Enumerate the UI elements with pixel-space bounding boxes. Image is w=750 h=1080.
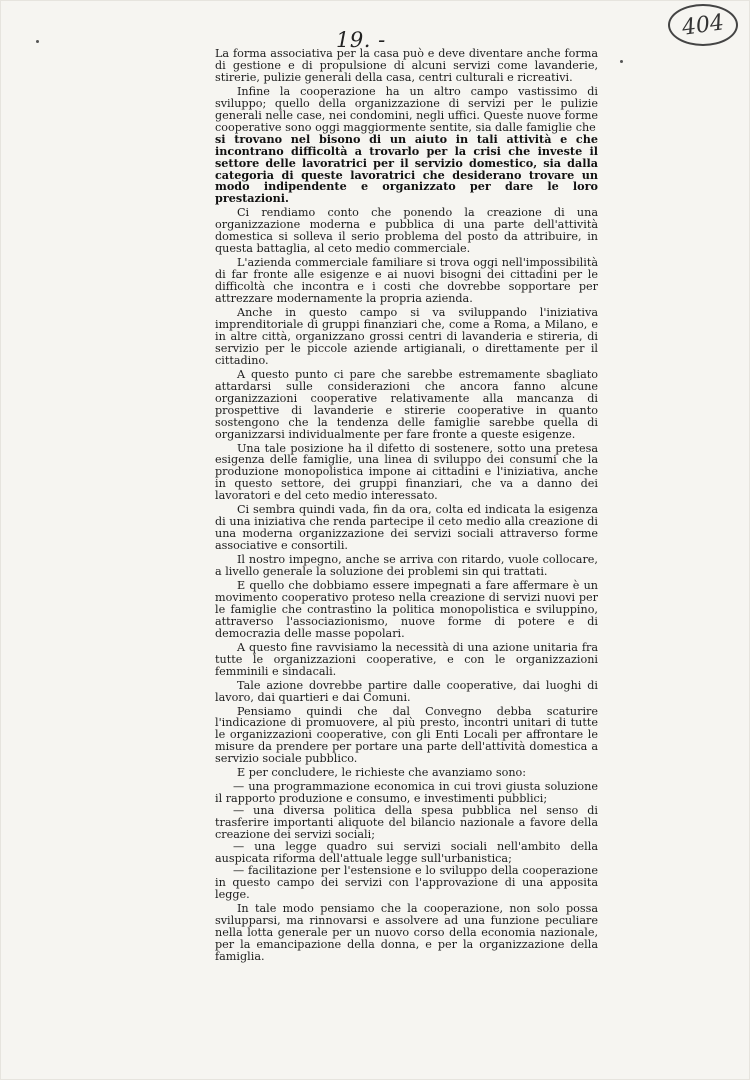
document-body (215, 48, 598, 965)
paragraph-emphasized: si trovano nel bisono di un aiuto in tali attività e che incontrano difficoltà a trovarlo per la crisi che investe il settore delle lavoratrici per il servizio domestico, sia dalla categoria di queste lavoratrici che desiderano trovare un modo indipendente e organizzato per dare le loro prestazioni. (215, 131, 598, 206)
margin-speck (36, 40, 39, 43)
request-item: — una legge quadro sui servizi sociali nell'ambito della auspicata riforma dell'attuale legge sull'urbanistica; (215, 840, 598, 865)
paragraph: A questo fine ravvisiamo la necessità di una azione unitaria fra tutte le organizzazioni cooperative, e con le organizzazioni femminili e sindacali. (215, 640, 598, 678)
request-item: — facilitazione per l'estensione e lo sviluppo della cooperazione in questo campo dei servizi con l'approvazione di una apposita legge. (215, 863, 598, 901)
paragraph: Infine la cooperazione ha un altro campo vastissimo di sviluppo; quello della organizzazione di servizi per le pulizie generali nelle case, nei condomini, negli uffici. Queste nuove forme cooperative sono oggi maggiormente sentite, sia dalle famiglie che (215, 84, 598, 134)
paragraph: Il nostro impegno, anche se arriva con ritardo, vuole collocare, a livello generale la soluzione dei problemi sin qui trattati. (215, 553, 598, 579)
paragraph: Tale azione dovrebbe partire dalle cooperative, dai luoghi di lavoro, dai quartieri e dai Comuni. (215, 678, 598, 704)
request-item: — una programmazione economica in cui trovi giusta soluzione il rapporto produzione e consumo, e investimenti pubblici; (215, 780, 598, 806)
page-number: 19. - (336, 28, 386, 52)
paragraph: Ci sembra quindi vada, fin da ora, colta ed indicata la esigenza di una iniziativa che renda partecipe il ceto medio alla creazione di una moderna organizzazione dei servizi sociali attraverso forme associative e consortili. (215, 503, 598, 553)
paragraph: E per concludere, le richieste che avanziamo sono: (237, 766, 527, 780)
closing-paragraph: In tale modo pensiamo che la cooperazione, non solo possa svilupparsi, ma rinnovarsi e assolvere ad una funzione peculiare nella lotta generale per un nuovo corso della economia nazionale, per la emancipazione della donna, e per la organizzazione della famiglia. (215, 901, 598, 963)
paragraph: La forma associativa per la casa può e deve diventare anche forma di gestione e di propulsione di alcuni servizi come lavanderie, stirerie, pulizie generali della casa, centri culturali e ricreativi. (215, 47, 598, 84)
request-item: — una diversa politica della spesa pubblica nel senso di trasferire importanti aliquote del bilancio nazionale a favore della creazione dei servizi sociali; (215, 804, 598, 842)
paragraph: Anche in questo campo si va sviluppando l'iniziativa imprenditoriale di gruppi finanziari che, come a Roma, a Milano, e in altre città, organizzano grossi centri di lavanderia e stireria, di servizio per le piccole aziende artigianali, o direttamente per il cittadino. (215, 306, 598, 367)
paragraph: L'azienda commerciale familiare si trova oggi nell'impossibilità di far fronte alle esigenze e ai nuovi bisogni dei cittadini per le difficoltà che incontra e i costi che dovrebbe sopportare per attrezzare modernamente la propria azienda. (215, 256, 598, 306)
paragraph: Una tale posizione ha il difetto di sostenere, sotto una pretesa esigenza delle famiglie, una linea di sviluppo dei consumi che la produzione monopolistica impone ai cittadini e l'iniziativa, anche in questo settore, dei gruppi finanziari, che va a danno dei lavoratori e del ceto medio interessato. (215, 441, 598, 503)
paragraph: Ci rendiamo conto che ponendo la creazione di una organizzazione moderna e pubblica di una parte dell'attività domestica si solleva il serio problema del posto da attribuire, in questa battaglia, al ceto medio commerciale. (215, 206, 598, 256)
margin-speck (620, 60, 623, 63)
paragraph: A questo punto ci pare che sarebbe estremamente sbagliato attardarsi sulle considerazioni che ancora fanno alcune organizzazioni cooperative relativamente alla mancanza di prospettive di lavanderie e stirerie cooperative in quanto sostengono che la tendenza delle famiglie sarebbe quella di organizzarsi individualmente per fare fronte a queste esigenze. (215, 367, 598, 441)
paragraph: E quello che dobbiamo essere impegnati a fare affermare è un movimento cooperativo proteso nella creazione di servizi nuovi per le famiglie che contrastino la politica monopolistica e sviluppino, attraverso l'associazionismo, nuove forme di potere e di democrazia delle masse popolari. (215, 578, 598, 640)
paragraph: Pensiamo quindi che dal Convegno debba scaturire l'indicazione di promuovere, al più presto, incontri unitari di tutte le organizzazioni cooperative, con gli Enti Locali per affrontare le misure da prendere per portare una parte dell'attività domestica a servizio sociale pubblico. (215, 704, 598, 766)
archive-stamp-number: 404 (680, 9, 726, 41)
archive-stamp (668, 4, 738, 46)
